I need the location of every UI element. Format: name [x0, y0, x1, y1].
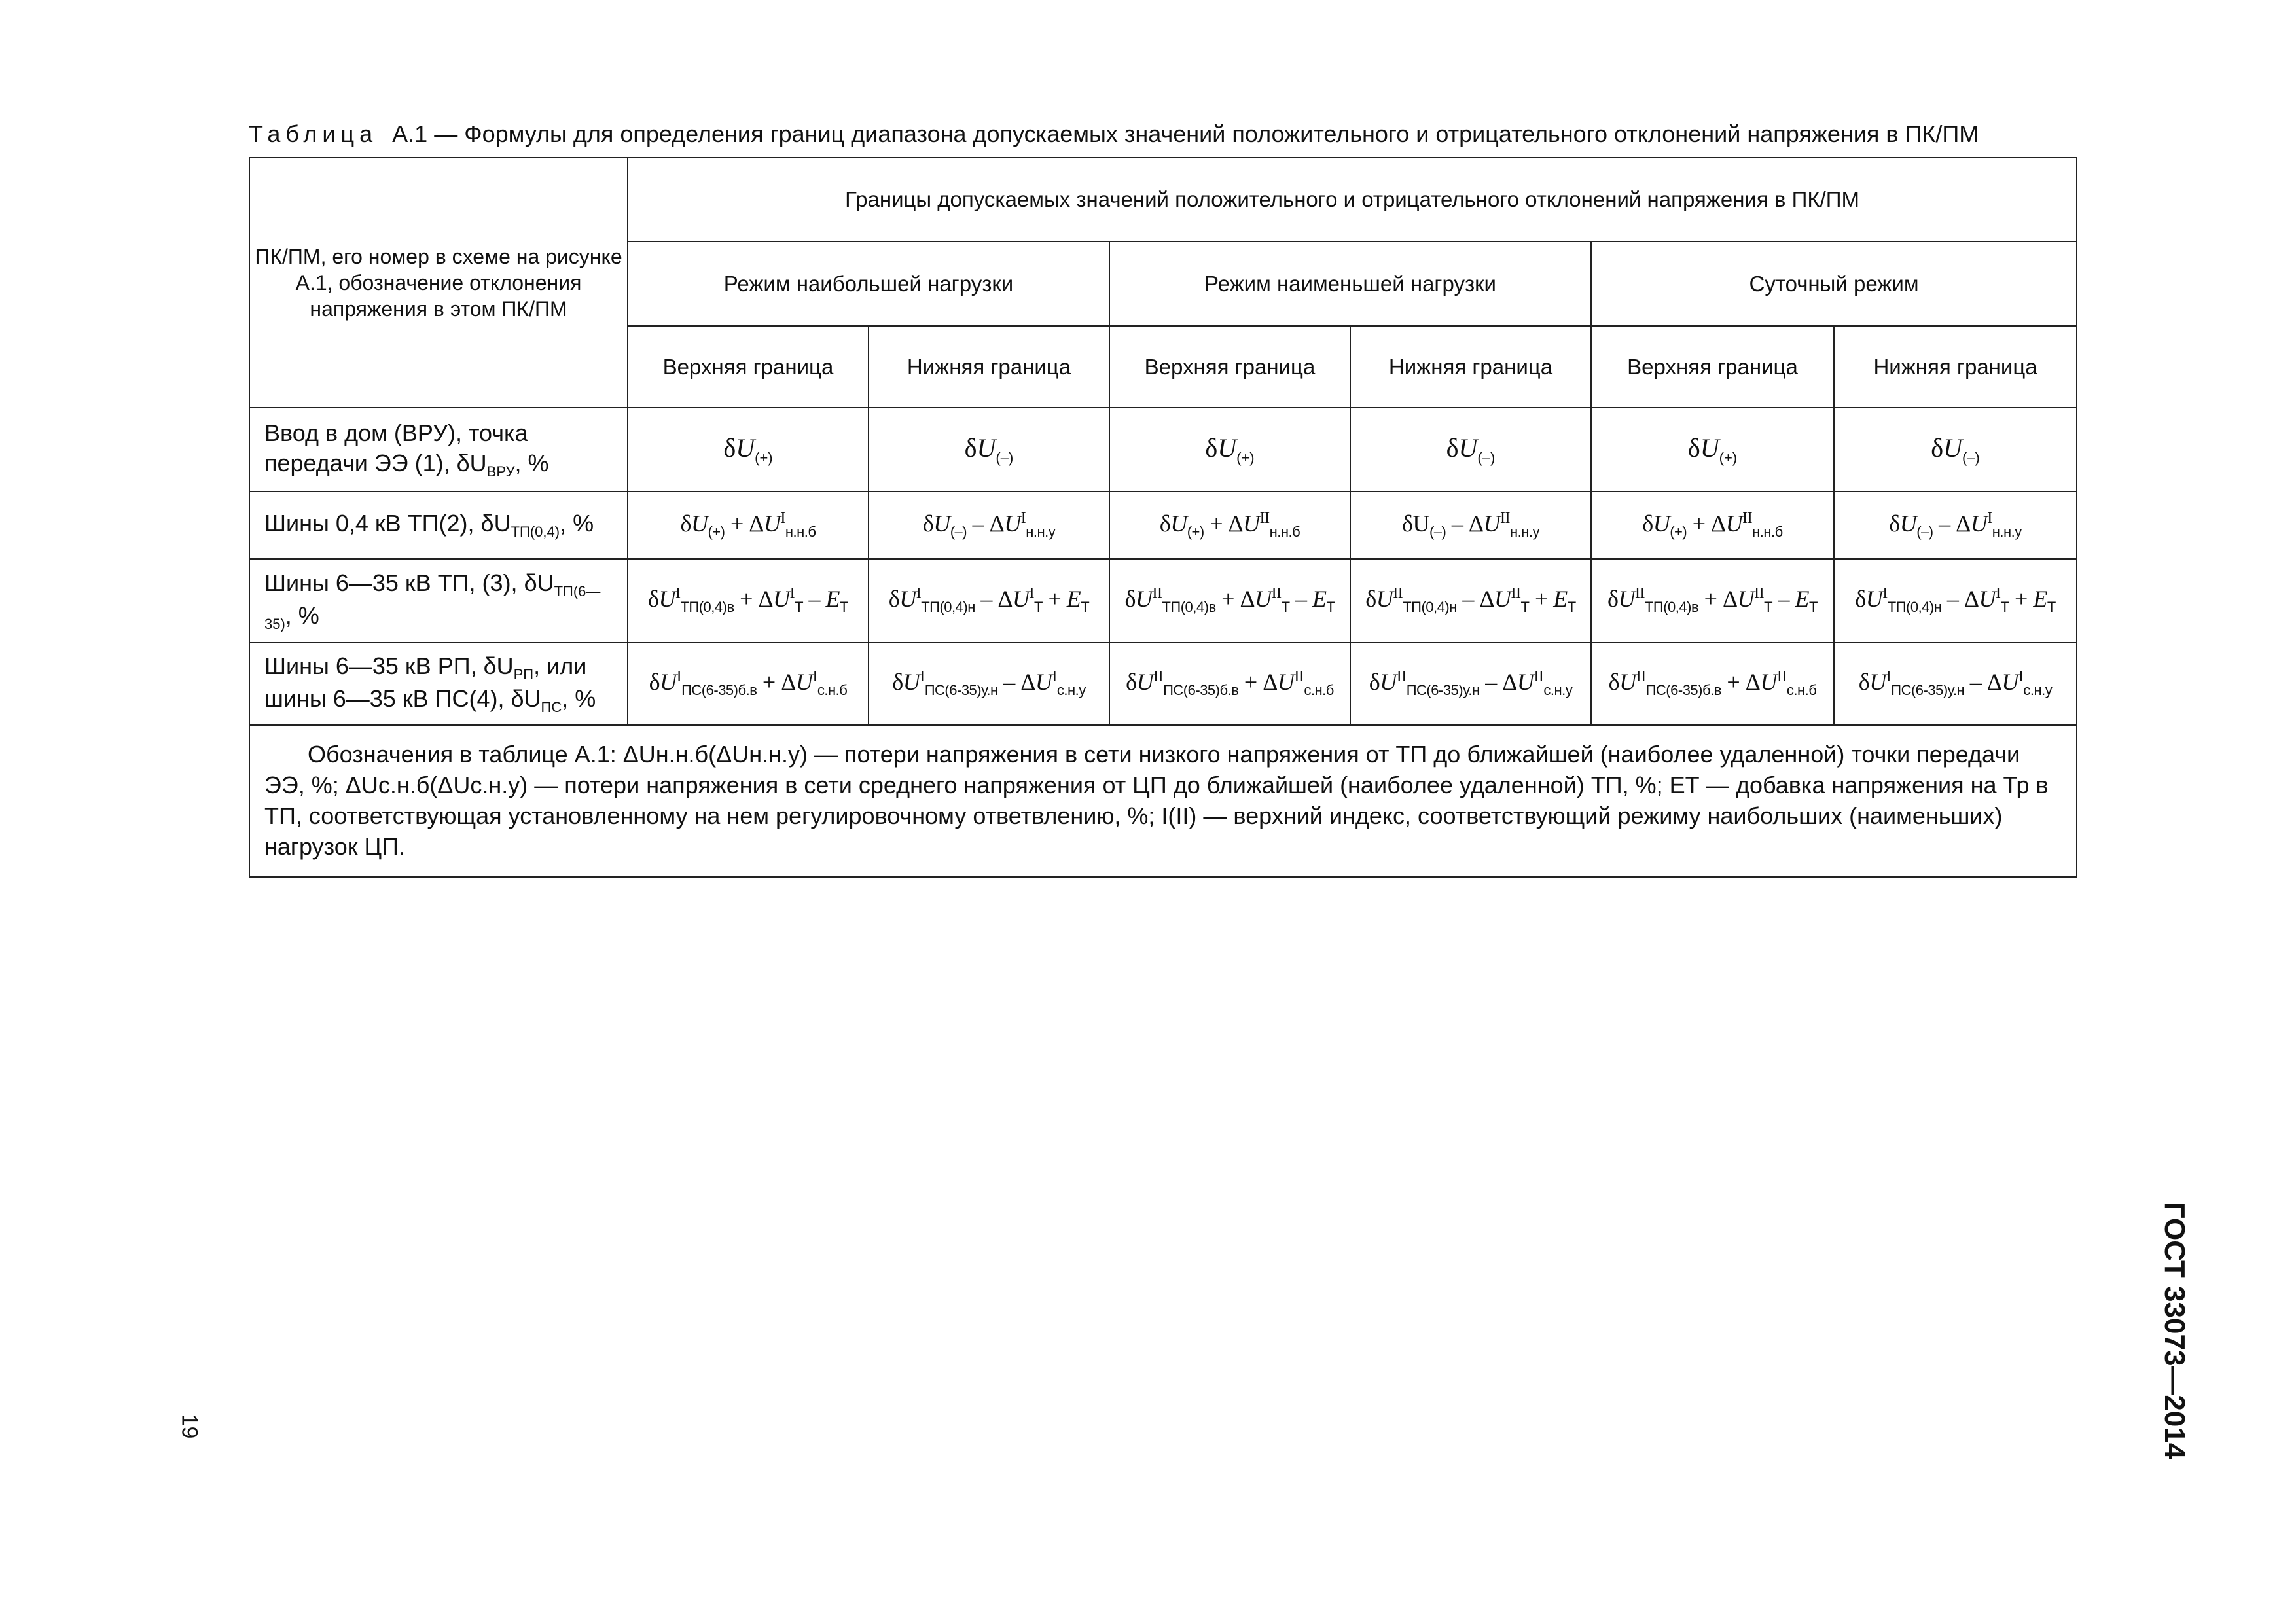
formula-cell: $\delta U_{(+)}$ — [628, 408, 869, 491]
row-label-tp04: Шины 0,4 кВ ТП(2), $\delta U_{ТП(0,4)}$, % — [249, 491, 628, 559]
stub-header: ПК/ПМ, его номер в схеме на рисунке А.1, обозначение отклонения напряжения в этом ПК/ПМ — [249, 158, 628, 408]
formula-cell: $\delta U_{(-)} - \Delta U^I_{н.н.у}$ — [869, 491, 1109, 559]
table-row — [249, 559, 2077, 643]
formula-cell: $\delta U_{(+)} + \Delta U^{II}_{н.н.б}$ — [1591, 491, 1834, 559]
formula-cell: $\delta U^I_{ТП(0,4)в} + \Delta U^I_Т - E_Т$ — [628, 559, 869, 643]
table-note: Обозначения в таблице А.1: ΔUн.н.б(ΔUн.н.у) — потери напряжения в сети низкого напряжения от ТП до ближайшей (наиболее удаленной) точки передачи ЭЭ, %; ΔUс.н.б(ΔUс.н.у) — потери напряжения в сети среднего напряжения от ЦП до ближайшей (наиболее удаленной) ТП, %; ET — добавка напряжения на Тр в ТП, соответствующая установленному на нем регулировочному ответвлению, %; I(II) — верхний индекс, соответствующий режиму наибольших (наименьших) нагрузок ЦП. — [249, 725, 2077, 877]
bound-lower-2: Нижняя граница — [1350, 326, 1591, 408]
formula-cell: $\delta U_{(-)}$ — [1350, 408, 1591, 491]
mode-daily: Суточный режим — [1591, 241, 2077, 326]
formula-cell: $\delta U_{(+)}$ — [1109, 408, 1350, 491]
bound-upper-1: Верхняя граница — [628, 326, 869, 408]
formula-cell: $\delta U_{(-)} - \Delta U^I_{н.н.у}$ — [1834, 491, 2077, 559]
formula-cell: $\delta U^I_{ПС(6-35)у.н} - \Delta U^I_{с.н.у}$ — [869, 643, 1109, 725]
formula-cell: $\delta U^{II}_{ТП(0,4)н} - \Delta U^{II}_Т + E_Т$ — [1350, 559, 1591, 643]
table-row — [249, 643, 2077, 725]
formula-cell: $\delta U_{(+)} + \Delta U^I_{н.н.б}$ — [628, 491, 869, 559]
formula-cell: $\delta U^{II}_{ТП(0,4)в} + \Delta U^{II}_Т - E_Т$ — [1109, 559, 1350, 643]
row-label-tp635: Шины 6—35 кВ ТП, (3), $\delta U_{ТП(6—35)}$, % — [249, 559, 628, 643]
caption-text: А.1 — Формулы для определения границ диапазона допускаемых значений положительного и отрицательного отклонений напряжения в ПК/ПМ — [392, 120, 1979, 147]
formula-cell: $\delta U_{(+)}$ — [1591, 408, 1834, 491]
formula-cell: $\delta U_{(-)}$ — [869, 408, 1109, 491]
formula-cell: $\delta U_{(-)} - \Delta U^{II}_{н.н.у}$ — [1350, 491, 1591, 559]
formula-cell: $\delta U^I_{ТП(0,4)н} - \Delta U^I_Т + E_Т$ — [1834, 559, 2077, 643]
bound-upper-2: Верхняя граница — [1109, 326, 1350, 408]
formula-cell: $\delta U^I_{ПС(6-35)б.в} + \Delta U^I_{с.н.б}$ — [628, 643, 869, 725]
table-row — [249, 491, 2077, 559]
formula-cell: $\delta U_{(+)} + \Delta U^{II}_{н.н.б}$ — [1109, 491, 1350, 559]
formula-table — [249, 157, 2077, 878]
table-caption — [249, 120, 2081, 148]
formula-cell: $\delta U_{(-)}$ — [1834, 408, 2077, 491]
row-label-rp-ps: Шины 6—35 кВ РП, $\delta U_{РП}$, или шины 6—35 кВ ПС(4), $\delta U_{ПС}$, % — [249, 643, 628, 725]
row-label-vru: Ввод в дом (ВРУ), точка передачи ЭЭ (1), $\delta U_{ВРУ}$, % — [249, 408, 628, 491]
formula-cell: $\delta U^{II}_{ПС(6-35)б.в} + \Delta U^{II}_{с.н.б}$ — [1591, 643, 1834, 725]
bound-upper-3: Верхняя граница — [1591, 326, 1834, 408]
formula-cell: $\delta U^I_{ПС(6-35)у.н} - \Delta U^I_{с.н.у}$ — [1834, 643, 2077, 725]
bound-lower-3: Нижняя граница — [1834, 326, 2077, 408]
formula-cell: $\delta U^{II}_{ТП(0,4)в} + \Delta U^{II}_Т - E_Т$ — [1591, 559, 1834, 643]
mode-max-load: Режим наибольшей нагрузки — [628, 241, 1109, 326]
page-number: 19 — [177, 1414, 202, 1439]
mode-min-load: Режим наименьшей нагрузки — [1109, 241, 1591, 326]
caption-lead: Таблица — [249, 120, 378, 147]
document-code: ГОСТ 33073—2014 — [2159, 1202, 2191, 1459]
formula-cell: $\delta U^{II}_{ПС(6-35)б.в} + \Delta U^{II}_{с.н.б}$ — [1109, 643, 1350, 725]
formula-cell: $\delta U^I_{ТП(0,4)н} - \Delta U^I_Т + E_Т$ — [869, 559, 1109, 643]
table-row — [249, 408, 2077, 491]
bound-lower-1: Нижняя граница — [869, 326, 1109, 408]
formula-cell: $\delta U^{II}_{ПС(6-35)у.н} - \Delta U^{II}_{с.н.у}$ — [1350, 643, 1591, 725]
group-header: Границы допускаемых значений положительного и отрицательного отклонений напряжения в ПК/ПМ — [628, 158, 2077, 241]
